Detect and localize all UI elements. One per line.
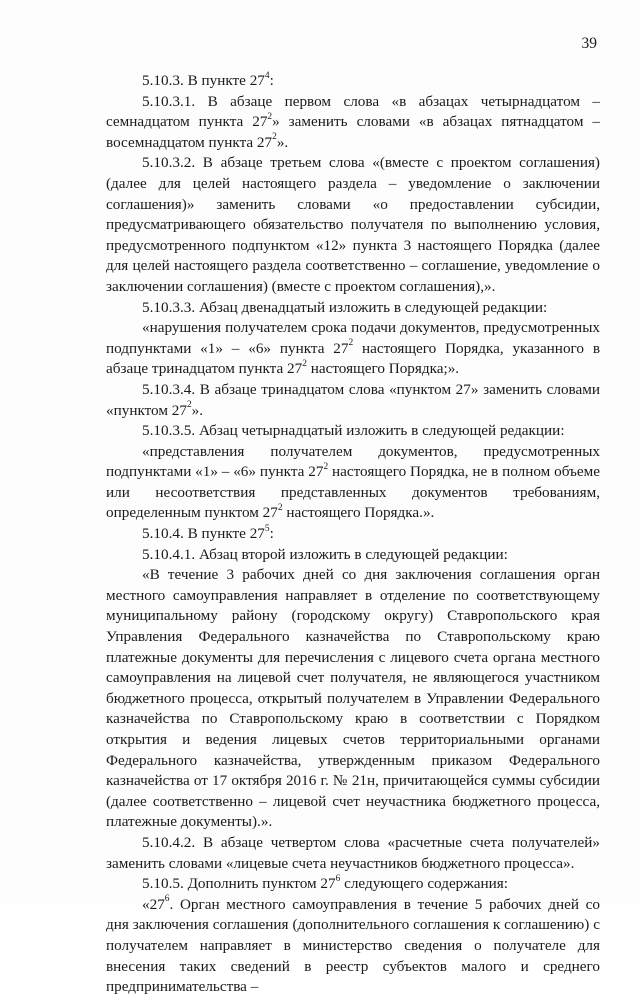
paragraph (106, 833, 600, 874)
text-run: настоящего Порядка, указанного в абзаце тринадцатом пункта 27 (106, 339, 600, 378)
paragraph (106, 153, 600, 297)
text-run: 5.10.4. В пункте 27 (142, 525, 265, 543)
superscript: 2 (348, 338, 354, 349)
paragraph (106, 524, 600, 545)
superscript: 4 (264, 70, 270, 81)
text-run: настоящего Порядка.». (282, 504, 435, 522)
text-run: 5.10.4.2. В абзаце четвертом слова «расчетные счета получателей» заменить словами «лицевые счета неучастников бюджетного процесса». (106, 833, 600, 872)
text-run: : (269, 525, 274, 543)
paragraph (106, 298, 600, 319)
text-run: ». (276, 133, 289, 151)
superscript: 5 (264, 523, 270, 534)
text-run: «27 (142, 895, 165, 913)
superscript: 2 (277, 503, 283, 513)
page-number: 39 (581, 35, 597, 52)
paragraph (106, 895, 600, 998)
paragraph (106, 71, 600, 92)
paragraph (106, 421, 600, 442)
text-run: 5.10.4.1. Абзац второй изложить в следующей редакции: (142, 545, 508, 563)
paragraph (106, 92, 600, 154)
text-run: 5.10.3.3. Абзац двенадцатый изложить в следующей редакции: (142, 298, 548, 316)
document-body (106, 71, 600, 998)
superscript: 2 (272, 132, 277, 143)
superscript: 2 (323, 461, 329, 472)
superscript: 2 (302, 358, 307, 369)
text-run: 5.10.3. В пункте 27 (142, 72, 265, 89)
text-run: : (269, 72, 274, 89)
text-run: » заменить словами «в абзацах пятнадцатом – восемнадцатом пункта 27 (106, 113, 600, 151)
paragraph (106, 565, 600, 833)
superscript: 6 (335, 873, 341, 884)
text-run: следующего содержания: (340, 875, 508, 893)
text-run: 5.10.3.1. В абзаце первом слова «в абзацах четырнадцатом – семнадцатом пункта 27 (106, 92, 600, 131)
text-run: 5.10.3.5. Абзац четырнадцатый изложить в следующей редакции: (142, 422, 565, 440)
text-run: . Орган местного самоуправления в течение 5 рабочих дней со дня заключения соглашения (дополнительного соглашения к соглашению) с получателем направляет в министерство сведения о получателе для внесения таких сведений в реестр субъектов малого и среднего предпринимательства – (106, 895, 600, 996)
paragraph (106, 318, 600, 380)
paragraph (106, 874, 600, 895)
paragraph (106, 380, 600, 421)
text-run: «представления получателем документов, предусмотренных подпунктами «1» – «6» пункта 27 (106, 442, 600, 481)
paragraph (106, 442, 600, 524)
superscript: 6 (164, 894, 170, 905)
superscript: 2 (186, 400, 192, 411)
text-run: «В течение 3 рабочих дней со дня заключения соглашения орган местного самоуправления направляет в отделение по соответствующему муниципальному району (городскому округу) Ставропольского края Управления Федерального казначейства по Ставропольскому краю платежные документы для перечисления с лицевого счета органа местного самоуправления на лицевой счет получателя, не являющегося участником бюджетного процесса, открытый получателем в Управлении Федерального казначейства по Ставропольскому краю в соответствии с Порядком открытия и ведения лицевых счетов территориальными органами Федерального казначейства, утвержденным приказом Федерального казначейства от 17 октября 2016 г. № 21н, причитающейся суммы субсидии (далее соответственно – лицевой счет неучастника бюджетного процесса, платежные документы).». (106, 566, 600, 831)
text-run: ». (191, 401, 204, 419)
text-run: настоящего Порядка;». (306, 360, 460, 378)
text-run: «нарушения получателем срока подачи документов, предусмотренных подпунктами «1» – «6» пункта 27 (106, 319, 600, 357)
text-run: настоящего Порядка, не в полном объеме или несоответствия представленных документов требованиям, определенным пунктом 27 (106, 463, 601, 522)
text-run: 5.10.5. Дополнить пунктом 27 (142, 875, 336, 893)
text-run: 5.10.3.4. В абзаце тринадцатом слова «пунктом 27» заменить словами «пунктом 27 (106, 380, 600, 419)
paragraph (106, 545, 600, 566)
text-run: 5.10.3.2. В абзаце третьем слова «(вместе с проектом соглашения) (далее для целей настоящего раздела – уведомление о заключении соглашения)» заменить словами «о предоставлении субсидии, предусматривающего обязательство получателя по выполнению условия, предусмотренного подпунктом «12» пункта 3 настоящего Порядка (далее для целей настоящего раздела соответственно – соглашение, уведомление о заключении соглашения) (вместе с проектом соглашения),». (106, 154, 600, 295)
superscript: 2 (267, 111, 273, 122)
